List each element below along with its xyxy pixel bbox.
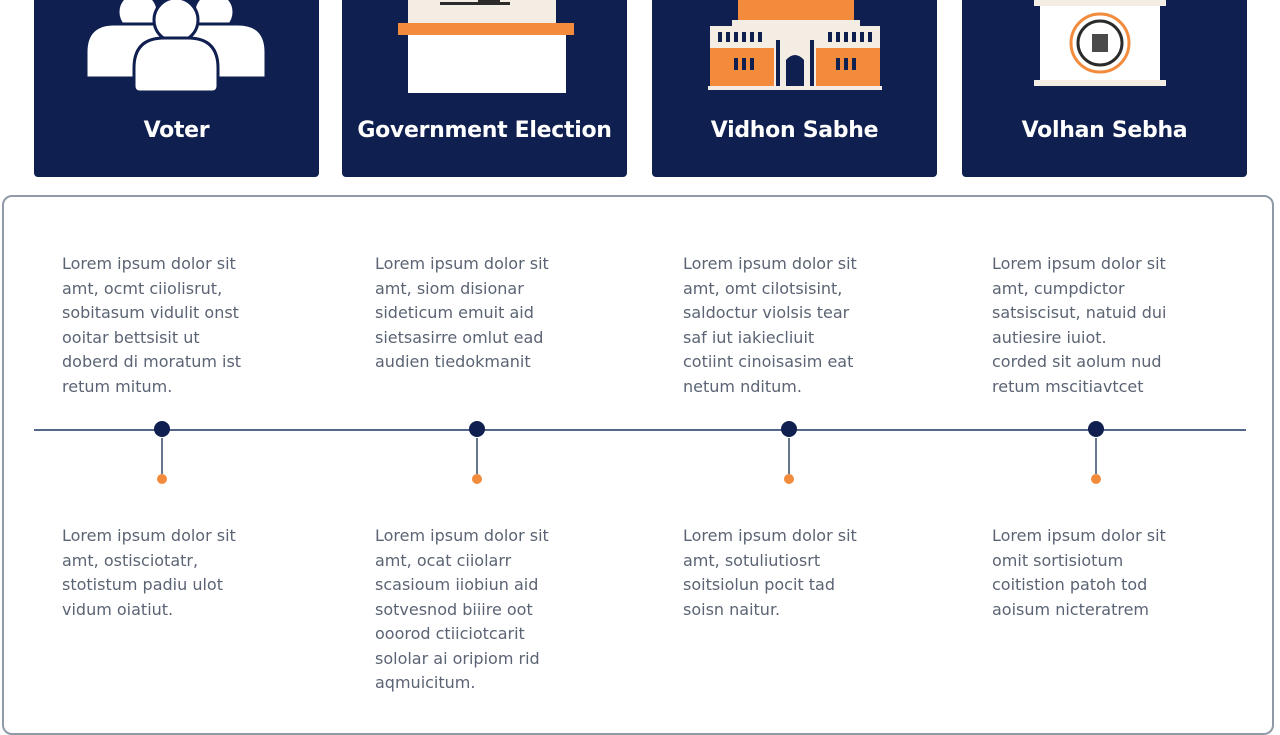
- timeline-stem: [788, 438, 790, 474]
- card-label: Government Election: [357, 118, 612, 143]
- timeline-dot[interactable]: [469, 421, 485, 437]
- timeline-dot[interactable]: [1088, 421, 1104, 437]
- timeline-stem: [476, 438, 478, 474]
- timeline-dot[interactable]: [154, 421, 170, 437]
- timeline-orange-dot: [157, 474, 167, 484]
- card-vidhan-sabha-1[interactable]: [652, 0, 937, 177]
- card-label: Voter: [143, 118, 210, 143]
- timeline-line: [34, 429, 1246, 431]
- card-label: Vidhon Sabhe: [710, 118, 879, 143]
- timeline-stem: [161, 438, 163, 474]
- card-voter[interactable]: [34, 0, 319, 177]
- timeline-orange-dot: [784, 474, 794, 484]
- timeline-text-bottom: Lorem ipsum dolor sit omit sortisiotum coitistion patoh tod aoisum nicteratrem: [992, 526, 1166, 619]
- timeline-dot[interactable]: [781, 421, 797, 437]
- voters-group-icon: [34, 0, 319, 100]
- timeline-stem: [1095, 438, 1097, 474]
- timeline-text-top: Lorem ipsum dolor sit amt, omt cilotsisint, saldoctur violsis tear saf iut iakiecliuit cotiint cinoisasim eat netum nditum.: [683, 254, 857, 396]
- ballot-box-icon: [342, 0, 627, 100]
- timeline-orange-dot: [472, 474, 482, 484]
- timeline-text-bottom: Lorem ipsum dolor sit amt, ocat ciiolarr scasioum iiobiun aid sotvesnod biiire oot ooorod ctiiciotcarit sololar ai oripiom rid aqmuicitum.: [375, 526, 549, 692]
- timeline-text-top: Lorem ipsum dolor sit amt, cumpdictor satsiscisut, natuid dui autiesire iuiot. corded sit aolum nud retum mscitiavtcet: [992, 254, 1167, 396]
- assembly-building-icon: [652, 0, 937, 100]
- timeline-text-bottom: Lorem ipsum dolor sit amt, sotuliutiosrt soitsiolun pocit tad soisn naitur.: [683, 526, 857, 619]
- card-government-election[interactable]: [342, 0, 627, 177]
- timeline-orange-dot: [1091, 474, 1101, 484]
- podium-emblem-icon: [962, 0, 1247, 100]
- timeline-text-bottom: Lorem ipsum dolor sit amt, ostisciotatr, stotistum padiu ulot vidum oiatiut.: [62, 526, 236, 619]
- card-label: Volhan Sebha: [1021, 118, 1188, 143]
- timeline-text-top: Lorem ipsum dolor sit amt, siom disionar sideticum emuit aid sietsasirre omlut ead audien tiedokmanit: [375, 254, 549, 371]
- card-vidhan-sabha-2[interactable]: [962, 0, 1247, 177]
- timeline-text-top: Lorem ipsum dolor sit amt, ocmt ciiolisrut, sobitasum vidulit onst ooitar bettsisit ut doberd di moratum ist retum mitum.: [62, 254, 242, 396]
